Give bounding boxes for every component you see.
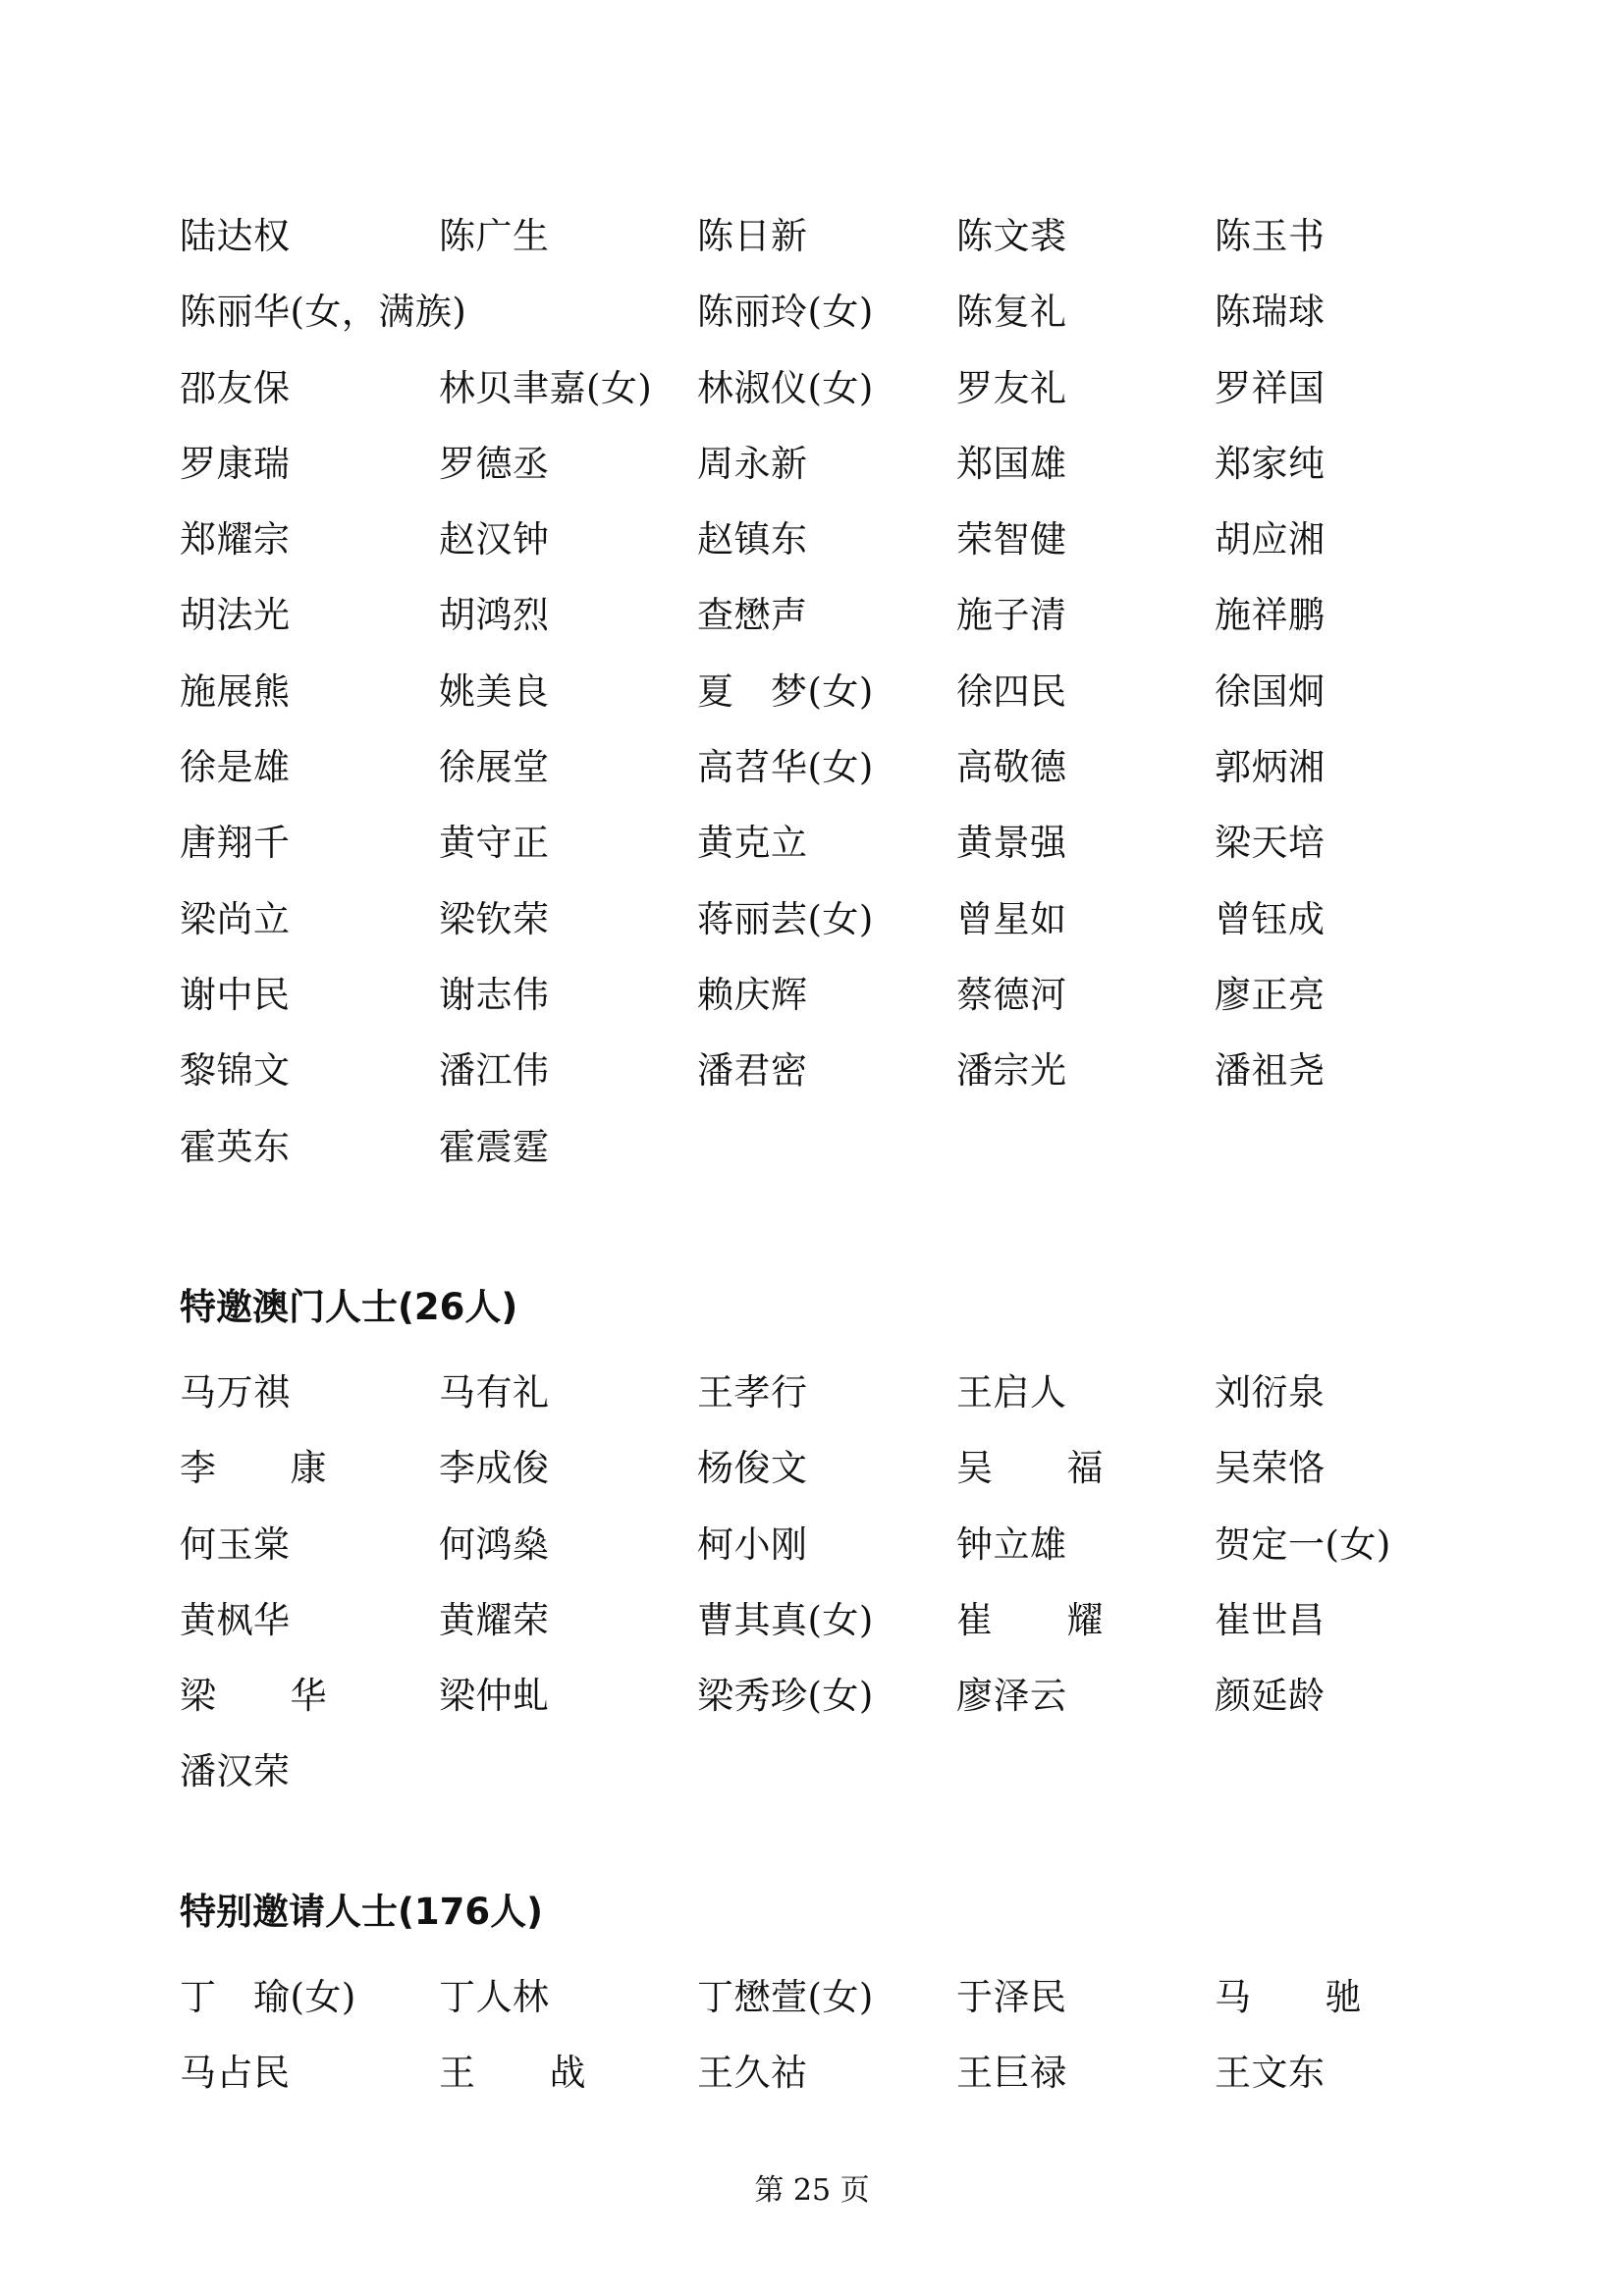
person-name: 查懋声 <box>697 594 808 637</box>
person-name: 何玉棠 <box>180 1522 291 1566</box>
person-name: 王巨禄 <box>956 2052 1067 2095</box>
person-name: 马有礼 <box>439 1371 550 1414</box>
person-name: 徐国炯 <box>1215 669 1326 713</box>
person-name: 黄景强 <box>956 822 1067 865</box>
name-row <box>180 1109 1456 1185</box>
person-name: 梁仲虬 <box>439 1675 550 1718</box>
name-row <box>180 1658 1456 1734</box>
name-row <box>180 426 1456 502</box>
name-row <box>180 729 1456 805</box>
person-name: 郑国雄 <box>956 442 1067 485</box>
person-name: 霍震霆 <box>439 1125 550 1168</box>
person-name: 于泽民 <box>956 1976 1067 2018</box>
hongkong-name-grid <box>180 198 1456 1185</box>
person-name: 廖泽云 <box>956 1675 1067 1718</box>
person-name: 王 战 <box>439 2052 586 2095</box>
person-name: 王文东 <box>1215 2052 1326 2095</box>
person-name: 崔 耀 <box>956 1598 1104 1641</box>
person-name: 潘汉荣 <box>180 1750 291 1793</box>
name-row <box>180 1033 1456 1108</box>
person-name: 陈丽华(女，满族) <box>180 291 467 334</box>
person-name: 黎锦文 <box>180 1049 291 1093</box>
name-row <box>180 1959 1456 2035</box>
person-name: 杨俊文 <box>697 1447 808 1490</box>
person-name: 梁 华 <box>180 1675 327 1718</box>
person-name: 丁人林 <box>439 1976 550 2018</box>
page-number: 第 25 页 <box>754 2173 870 2208</box>
macau-section-heading: 特邀澳门人士(26人) <box>180 1286 518 1328</box>
person-name: 林淑仪(女) <box>697 366 874 409</box>
person-name: 唐翔千 <box>180 822 291 865</box>
person-name: 林贝聿嘉(女) <box>439 366 653 409</box>
person-name: 贺定一(女) <box>1215 1522 1391 1566</box>
person-name: 赵镇东 <box>697 518 808 561</box>
macau-name-grid <box>180 1355 1456 1810</box>
person-name: 柯小刚 <box>697 1522 808 1566</box>
person-name: 曾钰成 <box>1215 897 1326 940</box>
person-name: 陆达权 <box>180 215 291 257</box>
name-row <box>180 654 1456 729</box>
person-name: 黄耀荣 <box>439 1598 550 1641</box>
person-name: 郑家纯 <box>1215 442 1326 485</box>
person-name: 马 驰 <box>1215 1976 1362 2018</box>
person-name: 荣智健 <box>956 518 1067 561</box>
person-name: 陈复礼 <box>956 291 1067 334</box>
person-name: 刘衍泉 <box>1215 1371 1326 1414</box>
name-row <box>180 957 1456 1033</box>
person-name: 施子清 <box>956 594 1067 637</box>
person-name: 丁懋萱(女) <box>697 1976 874 2018</box>
person-name: 黄守正 <box>439 822 550 865</box>
person-name: 施展熊 <box>180 669 291 713</box>
person-name: 胡应湘 <box>1215 518 1326 561</box>
name-row <box>180 577 1456 653</box>
person-name: 李成俊 <box>439 1447 550 1490</box>
person-name: 梁钦荣 <box>439 897 550 940</box>
person-name: 吴荣恪 <box>1215 1447 1326 1490</box>
person-name: 蔡德河 <box>956 973 1067 1016</box>
person-name: 梁天培 <box>1215 822 1326 865</box>
name-row <box>180 1355 1456 1430</box>
person-name: 霍英东 <box>180 1125 291 1168</box>
name-row <box>180 198 1456 274</box>
person-name: 胡鸿烈 <box>439 594 550 637</box>
person-name: 何鸿燊 <box>439 1522 550 1566</box>
person-name: 郑耀宗 <box>180 518 291 561</box>
person-name: 曹其真(女) <box>697 1598 874 1641</box>
special-section-heading: 特别邀请人士(176人) <box>180 1891 544 1933</box>
person-name: 李 康 <box>180 1447 327 1490</box>
person-name: 高敬德 <box>956 746 1067 789</box>
name-row <box>180 2035 1456 2110</box>
name-row <box>180 805 1456 881</box>
person-name: 梁秀珍(女) <box>697 1675 874 1718</box>
name-row <box>180 1430 1456 1506</box>
person-name: 吴 福 <box>956 1447 1104 1490</box>
person-name: 赵汉钟 <box>439 518 550 561</box>
person-name: 徐展堂 <box>439 746 550 789</box>
person-name: 施祥鹏 <box>1215 594 1326 637</box>
person-name: 赖庆辉 <box>697 973 808 1016</box>
person-name: 潘江伟 <box>439 1049 550 1093</box>
name-row <box>180 1734 1456 1809</box>
person-name: 姚美良 <box>439 669 550 713</box>
person-name: 罗康瑞 <box>180 442 291 485</box>
person-name: 高苕华(女) <box>697 746 874 789</box>
person-name: 王孝行 <box>697 1371 808 1414</box>
person-name: 陈丽玲(女) <box>697 291 874 334</box>
name-row <box>180 1507 1456 1582</box>
person-name: 邵友保 <box>180 366 291 409</box>
person-name: 潘宗光 <box>956 1049 1067 1093</box>
person-name: 蒋丽芸(女) <box>697 897 874 940</box>
person-name: 陈瑞球 <box>1215 291 1326 334</box>
person-name: 丁 瑜(女) <box>180 1976 356 2018</box>
person-name: 廖正亮 <box>1215 973 1326 1016</box>
person-name: 陈广生 <box>439 215 550 257</box>
person-name: 徐是雄 <box>180 746 291 789</box>
person-name: 罗德丞 <box>439 442 550 485</box>
person-name: 潘祖尧 <box>1215 1049 1326 1093</box>
person-name: 黄枫华 <box>180 1598 291 1641</box>
name-row <box>180 881 1456 957</box>
person-name: 徐四民 <box>956 669 1067 713</box>
person-name: 罗祥国 <box>1215 366 1326 409</box>
person-name: 钟立雄 <box>956 1522 1067 1566</box>
person-name: 胡法光 <box>180 594 291 637</box>
person-name: 黄克立 <box>697 822 808 865</box>
person-name: 梁尚立 <box>180 897 291 940</box>
person-name: 马万祺 <box>180 1371 291 1414</box>
person-name: 颜延龄 <box>1215 1675 1326 1718</box>
name-row <box>180 502 1456 577</box>
person-name: 陈日新 <box>697 215 808 257</box>
person-name: 罗友礼 <box>956 366 1067 409</box>
person-name: 谢志伟 <box>439 973 550 1016</box>
name-row <box>180 350 1456 426</box>
person-name: 王久祜 <box>697 2052 808 2095</box>
person-name: 夏 梦(女) <box>697 669 874 713</box>
person-name: 陈文裘 <box>956 215 1067 257</box>
person-name: 崔世昌 <box>1215 1598 1326 1641</box>
person-name: 周永新 <box>697 442 808 485</box>
special-name-grid <box>180 1959 1456 2111</box>
person-name: 陈玉书 <box>1215 215 1326 257</box>
person-name: 郭炳湘 <box>1215 746 1326 789</box>
name-row <box>180 1582 1456 1658</box>
name-row <box>180 274 1456 349</box>
person-name: 王启人 <box>956 1371 1067 1414</box>
person-name: 潘君密 <box>697 1049 808 1093</box>
person-name: 马占民 <box>180 2052 291 2095</box>
person-name: 谢中民 <box>180 973 291 1016</box>
person-name: 曾星如 <box>956 897 1067 940</box>
